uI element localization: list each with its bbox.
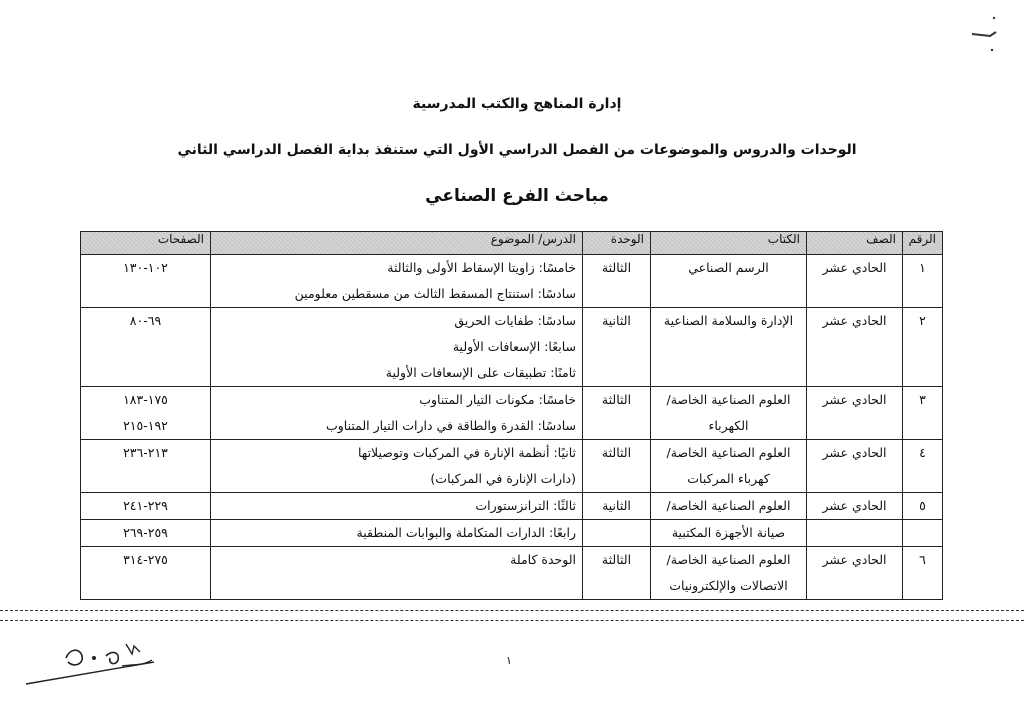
book-line: الرسم الصناعي <box>688 260 769 275</box>
cell-lesson <box>211 255 583 308</box>
cell-pages <box>81 520 211 547</box>
cell-unit <box>583 387 651 440</box>
lesson-line: سادسًا: القدرة والطاقة في دارات التيار المتناوب <box>325 418 576 433</box>
number-text: ٢ <box>919 313 926 328</box>
cell-lesson <box>211 493 583 520</box>
cell-number <box>903 440 943 493</box>
document-subtitle: الوحدات والدروس والموضوعات من الفصل الدراسي الأول التي ستنفذ بداية الفصل الدراسي الثاني <box>177 142 857 158</box>
table-row <box>81 520 943 547</box>
unit-text: الثالثة <box>601 392 632 407</box>
pages-line: ٢٧٥-٣١٤ <box>123 552 168 567</box>
number-text <box>909 520 936 546</box>
column-header-book: الكتاب <box>651 232 807 255</box>
number-text: ١ <box>919 260 926 275</box>
cell-grade <box>807 493 903 520</box>
number-text: ٣ <box>919 392 926 407</box>
grade-text: الحادي عشر <box>822 552 887 567</box>
unit-text: الثالثة <box>601 445 632 460</box>
lesson-line: ثانيًا: أنظمة الإنارة في المركبات وتوصيلاتها <box>358 445 576 460</box>
book-line: العلوم الصناعية الخاصة/ <box>666 552 791 567</box>
cell-pages <box>81 440 211 493</box>
cell-pages <box>81 387 211 440</box>
lesson-line: الوحدة كاملة <box>510 552 576 567</box>
unit-text: الثالثة <box>601 552 632 567</box>
cell-number <box>903 308 943 387</box>
cell-book <box>651 520 807 547</box>
number-text: ٦ <box>919 552 926 567</box>
book-line: كهرباء المركبات <box>687 471 770 486</box>
table-row <box>81 440 943 493</box>
curriculum-table <box>80 231 943 600</box>
lesson-line: رابعًا: الدارات المتكاملة والبوابات المنطقية <box>356 525 576 540</box>
cell-book <box>651 440 807 493</box>
unit-text: الثانية <box>602 498 631 513</box>
pages-line: ٢١٣-٢٣٦ <box>123 445 168 460</box>
lesson-line: سادسًا: طفايات الحريق <box>454 313 576 328</box>
cell-book <box>651 387 807 440</box>
cell-grade <box>807 387 903 440</box>
cell-unit <box>583 493 651 520</box>
cell-number <box>903 493 943 520</box>
dashed-divider <box>0 620 1024 621</box>
cell-pages <box>81 493 211 520</box>
number-text: ٥ <box>919 498 926 513</box>
lesson-line: سابعًا: الإسعافات الأولية <box>452 339 576 354</box>
cell-book <box>651 255 807 308</box>
table-row <box>81 255 943 308</box>
table-row <box>81 387 943 440</box>
handwritten-signature <box>22 636 162 688</box>
table-row <box>81 308 943 387</box>
cell-lesson <box>211 387 583 440</box>
grade-text: الحادي عشر <box>822 313 887 328</box>
pages-line: ١٧٥-١٨٣ <box>123 392 168 407</box>
cell-book <box>651 308 807 387</box>
column-header-number: الرقم <box>903 232 943 255</box>
cell-lesson <box>211 308 583 387</box>
dashed-divider <box>0 610 1024 611</box>
cell-unit <box>583 308 651 387</box>
corner-scan-mark <box>970 12 1000 56</box>
grade-text: الحادي عشر <box>822 498 887 513</box>
book-line: الإدارة والسلامة الصناعية <box>663 313 794 328</box>
book-line: العلوم الصناعية الخاصة/ <box>666 392 791 407</box>
book-line: العلوم الصناعية الخاصة/ <box>666 498 791 513</box>
cell-grade <box>807 547 903 600</box>
pages-line: ٦٩-٨٠ <box>129 313 162 328</box>
department-title: إدارة المناهج والكتب المدرسية <box>412 96 622 112</box>
column-header-pages: الصفحات <box>81 232 211 255</box>
cell-pages <box>81 547 211 600</box>
section-title: مباحث الفرع الصناعي <box>425 186 609 206</box>
cell-number <box>903 255 943 308</box>
book-line: صيانة الأجهزة المكتبية <box>671 525 786 540</box>
number-text: ٤ <box>919 445 926 460</box>
cell-lesson <box>211 440 583 493</box>
unit-text: الثانية <box>602 313 631 328</box>
page-number: ١ <box>506 654 512 667</box>
lesson-line: ثامنًا: تطبيقات على الإسعافات الأولية <box>385 365 576 380</box>
book-line: العلوم الصناعية الخاصة/ <box>666 445 791 460</box>
grade-text: الحادي عشر <box>822 392 887 407</box>
book-line: الاتصالات والإلكترونيات <box>669 578 788 593</box>
table-row <box>81 547 943 600</box>
pages-line: ١٠٢-١٣٠ <box>123 260 168 275</box>
cell-unit <box>583 547 651 600</box>
cell-number <box>903 387 943 440</box>
column-header-grade: الصف <box>807 232 903 255</box>
cell-unit <box>583 520 651 547</box>
cell-lesson <box>211 520 583 547</box>
pages-line: ١٩٢-٢١٥ <box>123 418 168 433</box>
table-row <box>81 493 943 520</box>
cell-book <box>651 493 807 520</box>
cell-grade <box>807 520 903 547</box>
column-header-unit: الوحدة <box>583 232 651 255</box>
cell-lesson <box>211 547 583 600</box>
lesson-line: خامسًا: مكونات التيار المتناوب <box>419 392 576 407</box>
cell-book <box>651 547 807 600</box>
grade-text <box>813 520 896 546</box>
lesson-line: ثالثًا: الترانزستورات <box>475 498 576 513</box>
lesson-line: خامسًا: زاويتا الإسقاط الأولى والثالثة <box>387 260 576 275</box>
cell-pages <box>81 255 211 308</box>
cell-pages <box>81 308 211 387</box>
pages-line: ٢٢٩-٢٤١ <box>123 498 168 513</box>
grade-text: الحادي عشر <box>822 445 887 460</box>
lesson-line: سادسًا: استنتاج المسقط الثالث من مسقطين معلومين <box>294 286 576 301</box>
unit-text: الثالثة <box>601 260 632 275</box>
column-header-lesson: الدرس/ الموضوع <box>211 232 583 255</box>
cell-grade <box>807 440 903 493</box>
cell-number <box>903 520 943 547</box>
lesson-line: (دارات الإنارة في المركبات) <box>430 471 576 486</box>
cell-unit <box>583 255 651 308</box>
book-line: الكهرباء <box>708 418 749 433</box>
cell-number <box>903 547 943 600</box>
grade-text: الحادي عشر <box>822 260 887 275</box>
cell-grade <box>807 308 903 387</box>
table-header-row <box>81 232 943 255</box>
cell-grade <box>807 255 903 308</box>
unit-text <box>589 520 644 546</box>
pages-line: ٢٥٩-٢٦٩ <box>123 525 168 540</box>
table-body <box>81 255 943 600</box>
cell-unit <box>583 440 651 493</box>
